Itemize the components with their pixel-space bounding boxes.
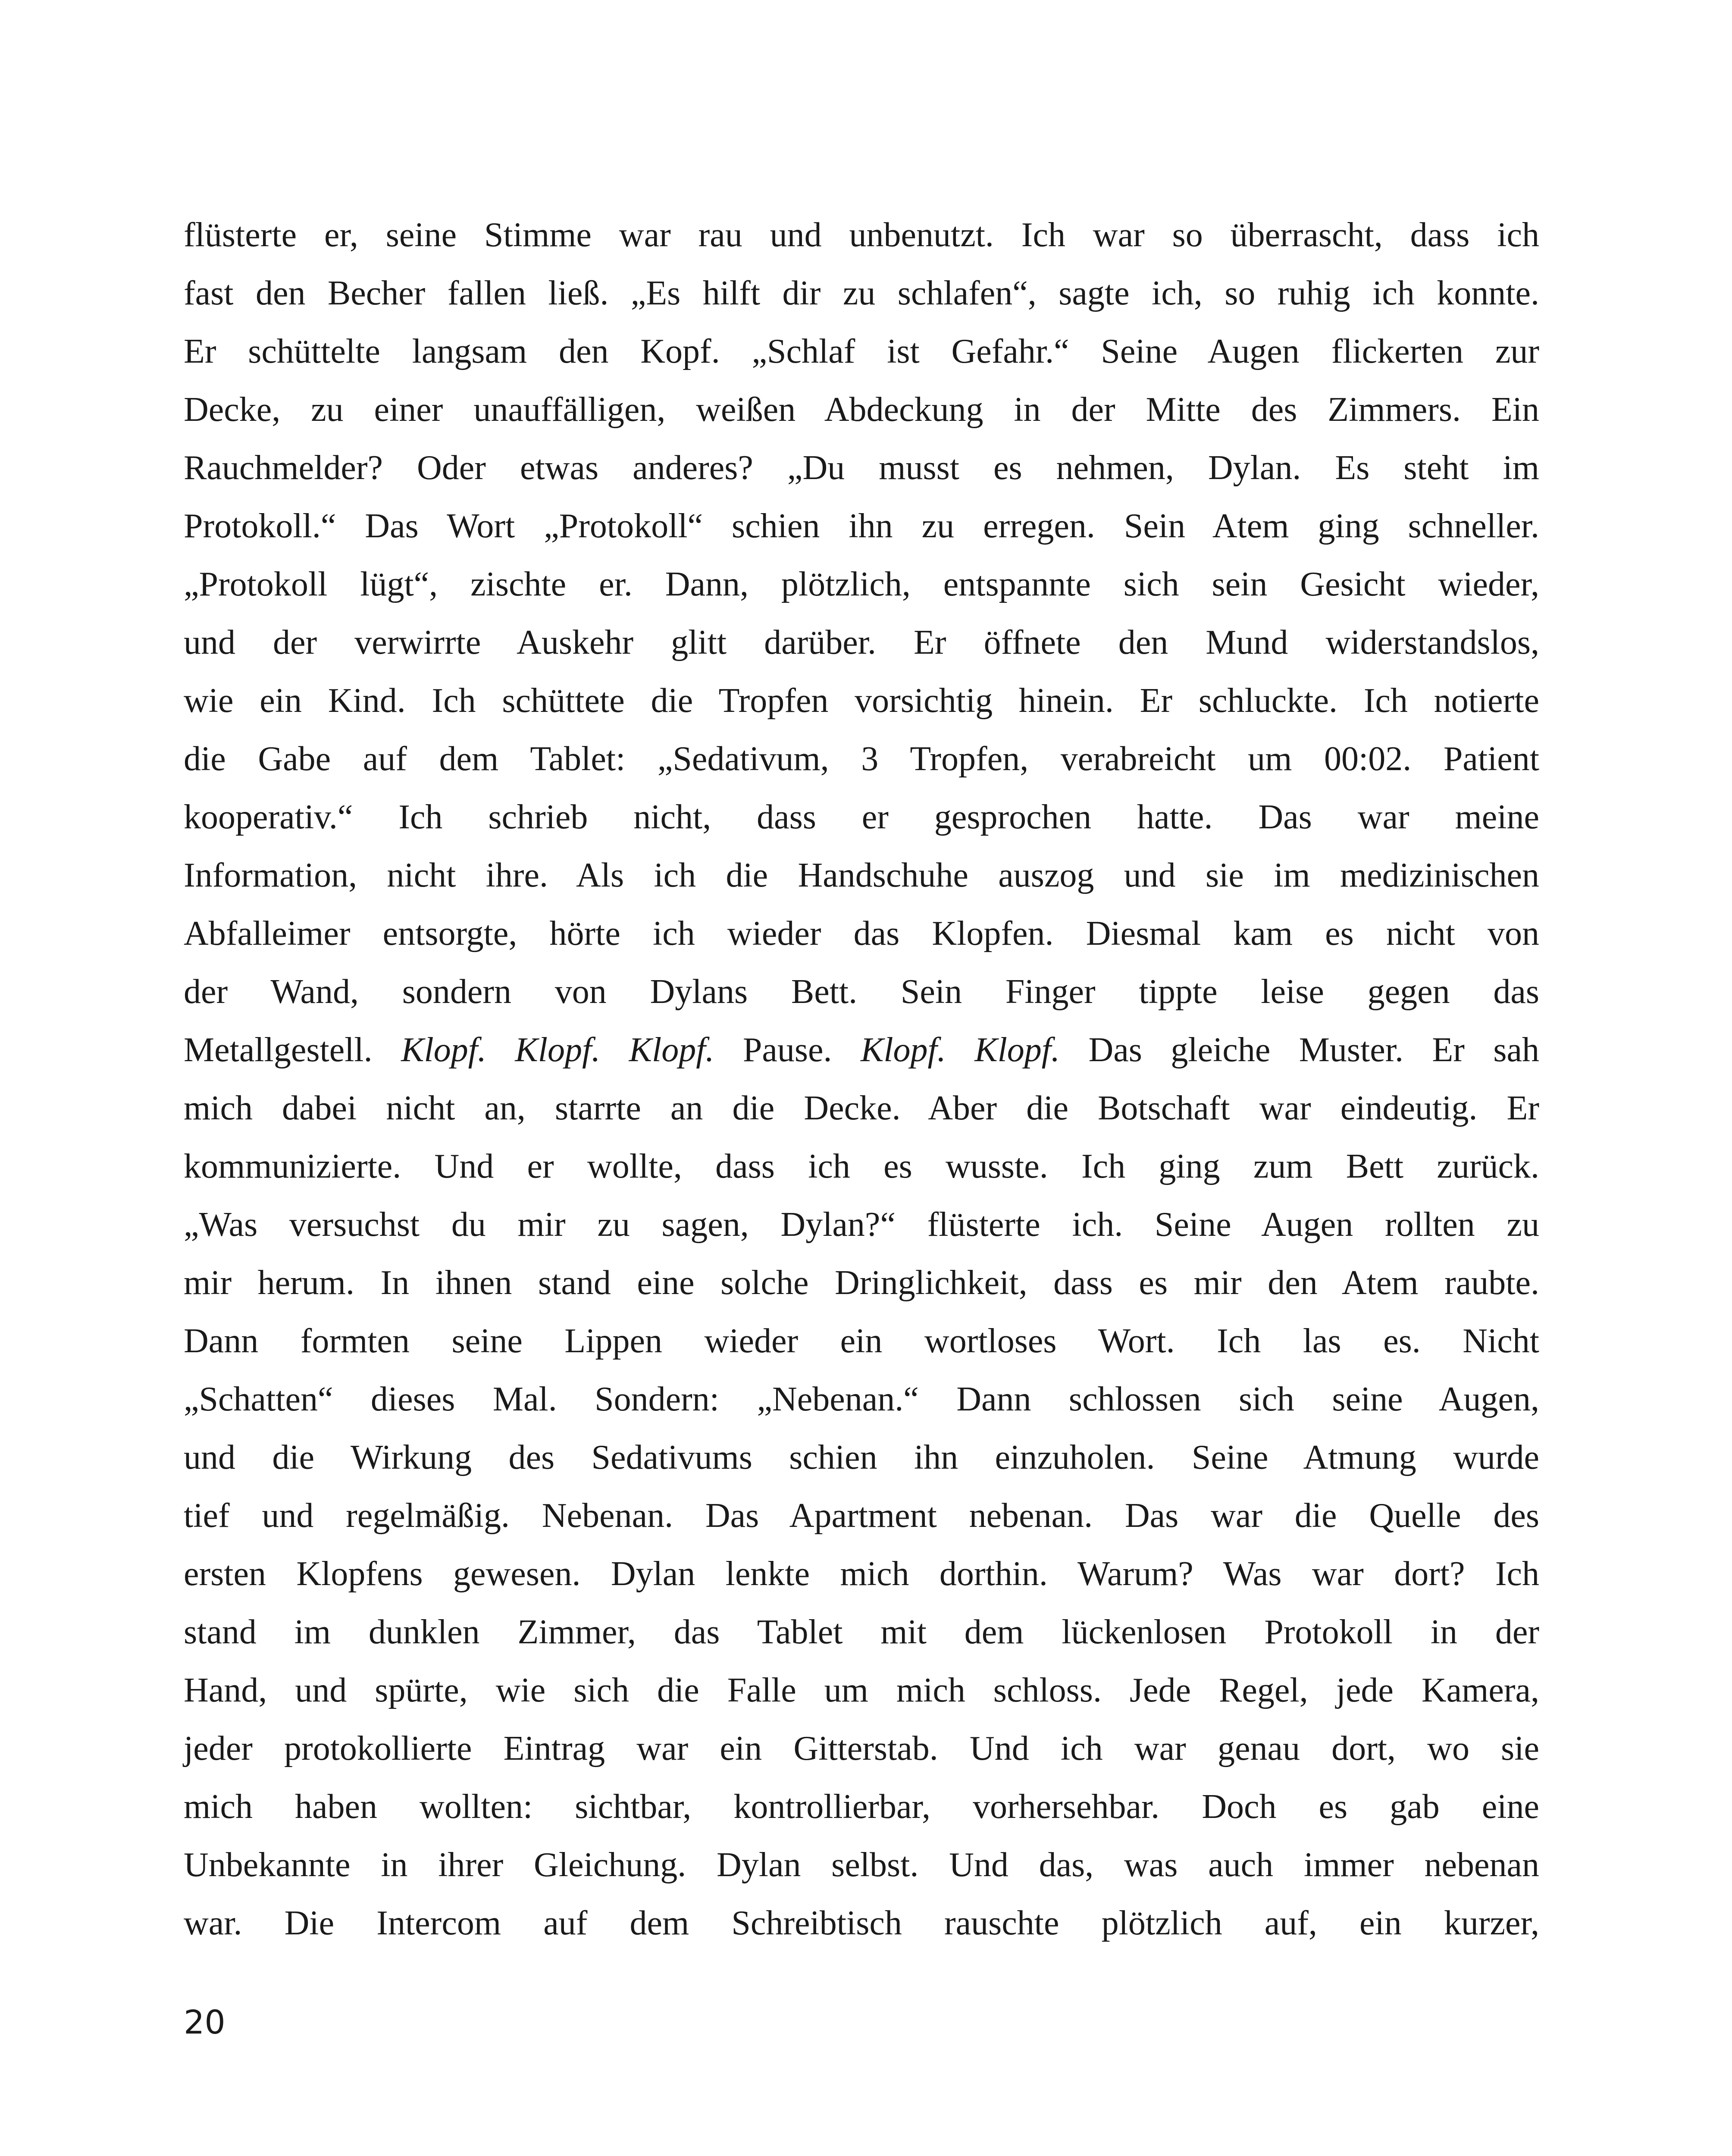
text-segment: Er schüttelte langsam den Kopf. „Schlaf ist Gefahr.“ Seine Augen flickerten zur	[184, 332, 1539, 370]
text-line	[184, 1370, 1539, 1429]
text-line	[184, 439, 1539, 497]
text-segment: Rauchmelder? Oder etwas anderes? „Du musst es nehmen, Dylan. Es steht im	[184, 449, 1539, 487]
text-line	[184, 381, 1539, 439]
text-segment: mich dabei nicht an, starrte an die Decke. Aber die Botschaft war eindeutig. Er	[184, 1089, 1539, 1127]
text-line	[184, 323, 1539, 381]
text-line	[184, 1661, 1539, 1720]
text-segment: war. Die Intercom auf dem Schreibtisch rauschte plötzlich auf, ein kurzer,	[184, 1904, 1539, 1942]
italic-text: Klopf. Klopf. Klopf.	[401, 1031, 714, 1069]
page-number: 20	[184, 2003, 226, 2041]
text-line	[184, 1720, 1539, 1778]
text-line	[184, 1894, 1539, 1952]
text-segment: tief und regelmäßig. Nebenan. Das Apartment nebenan. Das war die Quelle des	[184, 1497, 1539, 1535]
text-line	[184, 672, 1539, 730]
text-line	[184, 1603, 1539, 1661]
text-line	[184, 1778, 1539, 1836]
text-segment: und der verwirrte Auskehr glitt darüber. Er öffnete den Mund widerstandslos,	[184, 624, 1539, 661]
text-segment: Das gleiche Muster. Er sah	[1060, 1031, 1540, 1069]
italic-text: Klopf. Klopf.	[860, 1031, 1060, 1069]
text-line	[184, 1429, 1539, 1487]
text-segment: der Wand, sondern von Dylans Bett. Sein Finger tippte leise gegen das	[184, 973, 1539, 1011]
text-line	[184, 206, 1539, 264]
text-segment: und die Wirkung des Sedativums schien ihn einzuholen. Seine Atmung wurde	[184, 1438, 1539, 1476]
text-segment: Information, nicht ihre. Als ich die Handschuhe auszog und sie im medizinischen	[184, 856, 1539, 894]
text-line	[184, 555, 1539, 614]
text-segment: flüsterte er, seine Stimme war rau und unbenutzt. Ich war so überrascht, dass ich	[184, 216, 1539, 254]
text-line	[184, 1312, 1539, 1370]
text-line	[184, 264, 1539, 323]
text-segment: kooperativ.“ Ich schrieb nicht, dass er gesprochen hatte. Das war meine	[184, 798, 1539, 836]
text-line	[184, 730, 1539, 788]
text-segment: Decke, zu einer unauffälligen, weißen Abdeckung in der Mitte des Zimmers. Ein	[184, 391, 1539, 429]
text-segment: „Protokoll lügt“, zischte er. Dann, plötzlich, entspannte sich sein Gesicht wieder,	[184, 565, 1539, 603]
text-line	[184, 788, 1539, 846]
text-line	[184, 1545, 1539, 1603]
text-line	[184, 614, 1539, 672]
text-segment: „Was versuchst du mir zu sagen, Dylan?“ flüsterte ich. Seine Augen rollten zu	[184, 1206, 1539, 1244]
text-segment: mir herum. In ihnen stand eine solche Dringlichkeit, dass es mir den Atem raubte.	[184, 1264, 1539, 1302]
text-segment: ersten Klopfens gewesen. Dylan lenkte mich dorthin. Warum? Was war dort? Ich	[184, 1555, 1539, 1593]
text-line	[184, 497, 1539, 555]
text-segment: wie ein Kind. Ich schüttete die Tropfen vorsichtig hinein. Er schluckte. Ich notierte	[184, 682, 1539, 720]
text-segment: fast den Becher fallen ließ. „Es hilft dir zu schlafen“, sagte ich, so ruhig ich konnte.	[184, 274, 1539, 312]
text-line	[184, 1487, 1539, 1545]
text-line	[184, 1254, 1539, 1312]
text-line	[184, 1138, 1539, 1196]
text-line	[184, 905, 1539, 963]
text-segment: jeder protokollierte Eintrag war ein Gitterstab. Und ich war genau dort, wo sie	[184, 1730, 1539, 1767]
text-line	[184, 1836, 1539, 1894]
text-line	[184, 846, 1539, 905]
text-segment: kommunizierte. Und er wollte, dass ich es wusste. Ich ging zum Bett zurück.	[184, 1147, 1539, 1185]
text-line	[184, 963, 1539, 1021]
text-line	[184, 1079, 1539, 1138]
text-line	[184, 1021, 1539, 1079]
text-segment: stand im dunklen Zimmer, das Tablet mit dem lückenlosen Protokoll in der	[184, 1613, 1539, 1651]
text-segment: Protokoll.“ Das Wort „Protokoll“ schien ihn zu erregen. Sein Atem ging schneller.	[184, 507, 1539, 545]
text-segment: Pause.	[714, 1031, 861, 1069]
text-segment: „Schatten“ dieses Mal. Sondern: „Nebenan.“ Dann schlossen sich seine Augen,	[184, 1380, 1539, 1418]
text-segment: Hand, und spürte, wie sich die Falle um mich schloss. Jede Regel, jede Kamera,	[184, 1671, 1539, 1709]
text-segment: mich haben wollten: sichtbar, kontrollierbar, vorhersehbar. Doch es gab eine	[184, 1788, 1539, 1826]
text-line	[184, 1196, 1539, 1254]
text-segment: Metallgestell.	[184, 1031, 401, 1069]
text-segment: Unbekannte in ihrer Gleichung. Dylan selbst. Und das, was auch immer nebenan	[184, 1846, 1539, 1884]
text-segment: Dann formten seine Lippen wieder ein wortloses Wort. Ich las es. Nicht	[184, 1322, 1539, 1360]
text-segment: Abfalleimer entsorgte, hörte ich wieder das Klopfen. Diesmal kam es nicht von	[184, 915, 1539, 953]
text-segment: die Gabe auf dem Tablet: „Sedativum, 3 Tropfen, verabreicht um 00:02. Patient	[184, 740, 1539, 778]
body-text	[184, 206, 1539, 1952]
